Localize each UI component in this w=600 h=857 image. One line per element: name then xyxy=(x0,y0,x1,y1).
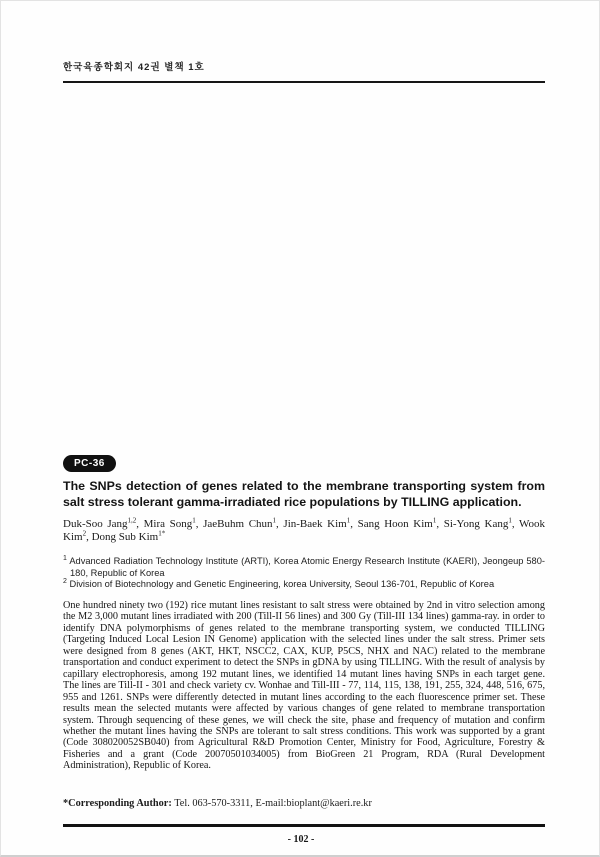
abstract-text: One hundred ninety two (192) rice mutant lines resistant to salt stress were obtained by 2nd in vitro selection among the M2 3,000 mutant lines irradiated with 200 (Till-II 56 lines) and 300 Gy (Till-III 134 lines) gamma-ray. in order to identify DNA polymorphisms of genes related to the membrane transporting system, we conducted TILLING (Targeting Induced Local Lesion IN Genome) application with the selected lines under the salt stress. Primer sets were designed from 8 genes (AKT, HKT, NSCC2, CAX, KUP, P5CS, NHX and NAC) related to the membrane transportation and conduct experiment to detect the SNPs in gDNA by using TILLING. With the result of analysis by capillary electrophoresis, among 192 mutant lines, we identified 14 mutant lines having SNPs in each target gene. The lines are Till-II - 301 and check variety cv. Wonhae and Till-III - 77, 114, 115, 138, 191, 255, 324, 448, 516, 675, 955 and 1261. SNPs were differently detected in mutant lines according to the each fluorescence primer set. These results mean the selected mutants were affected by various changes of gene related to membrane transportation system. Through sequencing of these genes, we will check the site, phase and frequency of mutation and confirm whether the mutant lines having the SNPs are tolerant to salt stress conditions. This work was supported by a grant (Code 308020052SB040) from Agricultural R&D Promotion Center, Ministry for Food, Agriculture, Forestry & Fisheries and a grant (Code 20070501034005) from BioGreen 21 Program, RDA (Rural Development Administration), Republic of Korea. xyxy=(63,599,545,772)
paper-id-badge: PC-36 xyxy=(63,455,116,472)
author: Jin-Baek Kim$^1$ xyxy=(283,516,351,531)
paper-title: The SNPs detection of genes related to the membrane transporting system from salt stress tolerant gamma-irradiated rice populations by TILLING application. xyxy=(63,479,545,509)
author-list: Duk-Soo Jang$^{1,2}$, Mira Song$^1$, JaeBuhm Chun$^1$, Jin-Baek Kim$^1$, Sang Hoon Kim$^1$, Si-Yong Kang$^1$, Wook Kim$^2$, Dong Sub Kim$^{1*}$ xyxy=(63,516,546,544)
journal-header-label: 한국육종학회지 42권 별책 1호 xyxy=(63,62,205,73)
corresponding-author-contact: Tel. 063-570-3311, E-mail:bioplant@kaeri.re.kr xyxy=(171,797,372,809)
affiliation-list xyxy=(63,556,545,591)
page-number: - 102 - xyxy=(287,834,315,845)
author: Wook Kim$^2$ xyxy=(63,518,546,544)
author: Duk-Soo Jang$^{1,2}$ xyxy=(63,516,137,531)
author: Sang Hoon Kim$^1$ xyxy=(357,516,437,531)
header-rule xyxy=(63,81,545,83)
author: JaeBuhm Chun$^1$ xyxy=(203,516,277,531)
author: Mira Song$^1$ xyxy=(143,516,196,531)
affiliation: $^2$ Division of Biotechnology and Genetic Engineering, korea University, Seoul 136-701, Republic of Korea xyxy=(63,578,495,590)
affiliation: $^1$ Advanced Radiation Technology Institute (ARTI), Korea Atomic Energy Research Institute (KAERI), Jeongeup 580-180, Republic of Korea xyxy=(63,555,545,578)
footer-rule xyxy=(63,824,545,827)
author: Dong Sub Kim$^{1*}$ xyxy=(91,529,166,544)
corresponding-author-label: *Corresponding Author: xyxy=(63,797,172,809)
abstract-block xyxy=(63,453,545,810)
corresponding-author-line xyxy=(63,798,545,810)
author: Si-Yong Kang$^1$ xyxy=(443,516,512,531)
